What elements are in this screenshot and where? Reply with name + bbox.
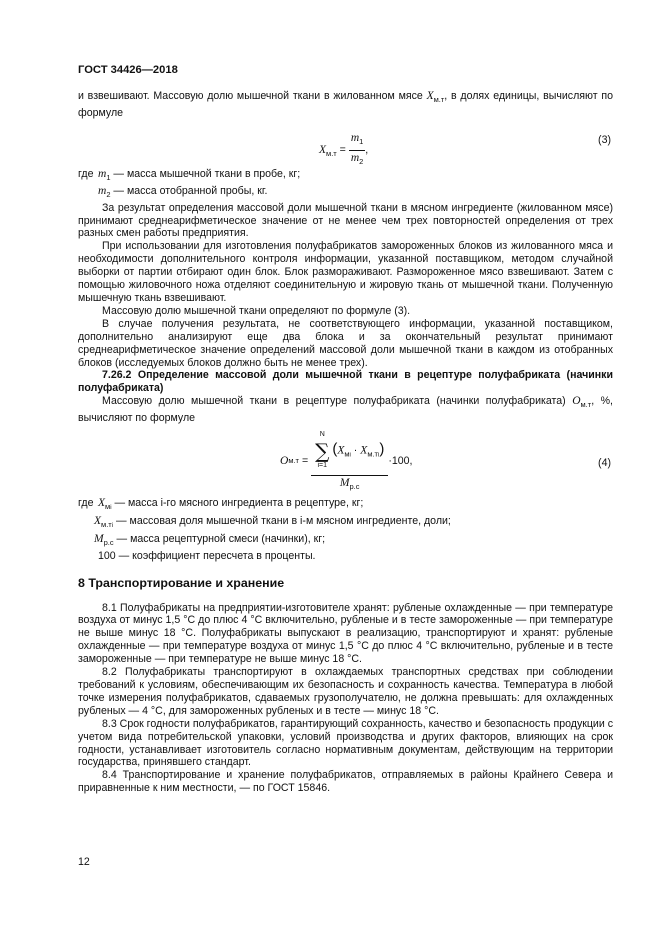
where-item: $X_{м.тi}$ — массовая доля мышечной ткани в i-м мясном ингредиенте, доли;	[94, 514, 451, 529]
paragraph: В случае получения результата, не соответствующего информации, указанной поставщиком, дополнительно анализируют еще два блока и за окончательный результат принимают среднеарифметическое значение определений массовой доли мышечной ткани в каждом из отобранных блоков (исследуемых блоков должно быть не менее трех).	[78, 317, 613, 369]
paragraph: 8.1 Полуфабрикаты на предприятии-изготовителе хранят: рубленые охлажденные — при температуре воздуха от минус 1,5 °С до плюс 4 °С включительно, рубленые и в тесте замороженные — при температуре не выше минус 18 °С. Полуфабрикаты выпускают в реализацию, транспортируют и хранят: рубленые охлажденные — при температуре воздуха от минус 1,5 °С до плюс 4 °С включительно, рубленые и в тесте замороженные — при температуре не выше минус 18 °С.	[78, 601, 613, 666]
formula-3-fraction: $\frac{m_1}{m_2}$	[350, 131, 364, 166]
where-list-1	[78, 168, 613, 202]
where-item: где $X_{мi}$ — масса i-го мясного ингредиента в рецептуре, кг;	[78, 497, 364, 512]
where-list-2	[78, 497, 613, 563]
where-item: $M_{р.с}$ — масса рецептурной смеси (начинки), кг;	[94, 532, 326, 547]
where-item: 100 — коэффициент пересчета в проценты.	[98, 549, 316, 562]
subsection-title: 7.26.2 Определение массовой доли мышечной ткани в рецептуре полуфабриката (начинки полуфабриката)	[78, 369, 613, 395]
paragraph: При использовании для изготовления полуфабрикатов замороженных блоков из жилованного мяса и необходимости дополнительного контроля информации, указанной поставщиком, методом случайной выборки от партии отбирают один блок. Блок размораживают. Размороженное мясо взвешивают. Затем с помощью жиловочного ножа отделяют соединительную и жировую ткань от мышечной ткани. Полученную мышечную ткань взвешивают.	[78, 240, 613, 304]
document-header: ГОСТ 34426—2018	[78, 64, 178, 76]
formula-4-number: (4)	[598, 457, 611, 470]
paragraph-recipe: Массовую долю мышечной ткани в рецептуре полуфабриката (начинки полуфабриката) $O_{м.т}$, %, вычисляют по формуле	[78, 395, 613, 425]
formula-4: O м.т = N ∑ i=1 $(X_{мi} \cdot X_{м.тi})$ $M_{р.с}$ ·100, (4)	[78, 427, 613, 493]
formula-4-fraction: N ∑ i=1 $(X_{мi} \cdot X_{м.тi})$ $M_{р.с}$	[311, 429, 388, 494]
where-item: $m_2$ — масса отобранной пробы, кг.	[98, 184, 268, 199]
paragraph-weigh: и взвешивают. Массовую долю мышечной ткани в жилованном мясе $X_{м.т}$, в долях единицы, вычисляют по формуле	[78, 90, 613, 119]
paragraph: 8.3 Срок годности полуфабрикатов, гарантирующий сохранность, качество и безопасность продукции с учетом вида потребительской упаковки, условий производства и других факторов, влияющих на срок годности, устанавливает изготовитель согласно нормативным документам, действующим на территории государства, принявшего стандарт.	[78, 717, 614, 769]
paragraph: За результат определения массовой доли мышечной ткани в мясном ингредиенте (жилованном мясе) принимают среднеарифметическое значение от не менее чем трех повторностей определения от трех разных смен работы предприятия.	[78, 201, 613, 240]
paragraph: 8.2 Полуфабрикаты транспортируют в охлаждаемых транспортных средствах при соблюдении требований к условиям, обеспечивающим их безопасность и сохранность качества. Температура в любой точке измерения полуфабрикатов, сдаваемых грузополучателю, не должна превышать: для охлажденных рубленых — 4 °С, для замороженных рубленых и в тесте — минус 18 °С.	[78, 666, 613, 717]
where-item: где $m_1$ — масса мышечной ткани в пробе, кг;	[78, 167, 301, 182]
paragraph: Массовую долю мышечной ткани определяют по формуле (3).	[102, 304, 411, 317]
formula-3-number: (3)	[598, 133, 611, 146]
section-8-title: 8 Транспортирование и хранение	[78, 575, 285, 590]
paragraph: 8.4 Транспортирование и хранение полуфабрикатов, отправляемых в районы Крайнего Севера и приравненные к ним местности, — по ГОСТ 15846.	[78, 769, 613, 795]
document-body	[78, 90, 613, 795]
formula-3: $X_{м.т}$ = $\frac{m_1}{m_2}$ , (3)	[78, 126, 613, 168]
page-number: 12	[78, 856, 90, 868]
